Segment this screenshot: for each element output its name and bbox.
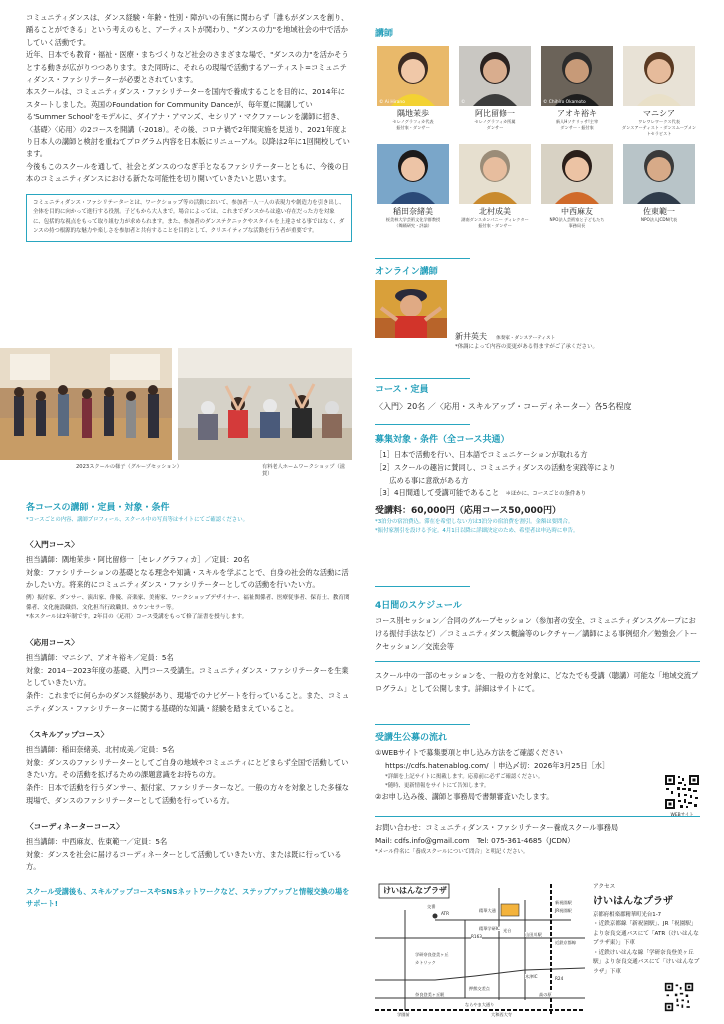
lecturer-card [375,46,451,131]
capacity-section [375,382,700,412]
map-label: 学園前 [397,1012,410,1017]
lecturer-name: マニシア [643,109,675,118]
lecturer-name: 中西麻友 [561,207,593,216]
application-note: *随時、更新情報をサイトにて告知します。 [385,782,490,789]
lecturer-photo [377,144,449,204]
fee-note: *振付家割引を設ける予定。4月1日以降に詳細決定のため、希望者は申込時に申告。 [375,528,579,535]
courses-title: 各コースの講師・定員・対象・条件 [26,503,170,513]
course-coordinator-title: 〈コーディネーターコース〉 [26,822,124,832]
map-label: 精華学研IC [479,926,500,931]
lecturer-card [621,46,697,137]
access-venue-name: けいはんなプラザ [593,896,673,907]
lecturer-role: セレノグラフィカ代表 振付家・ダンサー [392,119,434,130]
photo-caption-right: 有料老人ホームワークショップ（滋賀） [262,464,345,477]
facilitator-definition-box: コミュニティダンス・ファシリテーターとは、ワークショップ等の活動において、参加者一人一人の表現力や創造力を引き出し、全体を目的に向かって進行する役割。子どもから大人まで。場合によっては、これまでダンスからは遠い存在だった方を対象に、包括的な視点をもって取り組む力が求められます。また、参加者のダンステクニックやスタイルを上達させる事ではなく、ダンスの持つ根源的な魅力や楽しさを参加者と共有することを目的として、クリエイティブな活動を行う者が重要です。 [26,194,352,242]
application-step-1: ①WEBサイトで募集要項と申し込み方法をご確認ください [375,748,563,757]
map-title: けいはんなプラザ [383,886,447,895]
application-step-2: ②お申し込み後、講師と事務局で書類審査いたします。 [375,791,554,801]
map-label: 交番 [427,904,436,909]
access-address: 京都府相楽郡精華町光台1-7 [593,912,662,918]
divider [375,661,700,662]
schedule-title: 4日間のスケジュール [375,601,462,611]
map-label: ならやま大通り [465,1002,495,1007]
lecturer-role: NPO法人芸術家と子どもたち 事務局長 [549,217,605,228]
course-advanced-line: 担当講師：マニシア、アオキ裕キ／定員：5名 [26,653,174,663]
divider [375,378,470,379]
lecturer-name: 阿比留修一 [475,109,515,118]
intro-text [26,12,352,186]
map-label: ATR [441,911,450,916]
eligibility-item-3: ［3］4日間通して受講可能であること [375,488,500,498]
course-intro-note: *本スクールは2年制です。2年目の〈応用〉コース受講をもって修了証書を授与します。 [26,614,248,621]
eligibility-title: 募集対象・条件（全コース共通） [375,435,510,445]
lecturer-name: アオキ裕キ [557,109,597,118]
application-title: 受講生公募の流れ [375,733,448,743]
map-label: 大和西大寺 [491,1012,512,1017]
lecturer-card [621,144,697,223]
lecturer-name: 稲田奈緒美 [393,207,433,216]
lecturer-photo [459,144,531,204]
divider [375,586,470,587]
course-skillup-line: 対象：ダンスのファシリテーターとしてご自身の地域やコミュニティにとどまらず全国で活動していきたい方。その活動を拡げるための課題意識をお持ちの方。 [26,757,349,780]
eligibility-section [375,432,700,536]
access-label: アクセス [593,884,616,890]
capacity-text: 〈入門〉20名 ／〈応用・スキルアップ・コーディネーター〉各5名程度 [375,402,632,411]
course-skillup-title: 〈スキルアップコース〉 [26,730,109,740]
lecturer-role: 桜美林大学芸術文化学群教授 （舞踊研究・評論） [385,217,441,228]
map-label: 光台 [503,928,512,933]
lecturer-card [539,144,615,229]
lecturer-photo [623,144,695,204]
map-label: 学研奈良登美ヶ丘 [415,952,449,957]
course-intro-line: 担当講師：隅地茉歩・阿比留修一［セレノグラフィカ］／定員：20名 [26,555,250,564]
course-skillup-line: 担当講師：稲田奈緒美、北村成美／定員：5名 [26,745,175,755]
course-intro-title: 〈入門コース〉 [26,540,79,549]
online-title: オンライン講師 [375,267,438,277]
map-label: R163 [471,934,482,939]
eligibility-item: 広める事に意欲がある方 [375,475,469,485]
lecturer-role: 湖南ダンスカンパニー ディレクター 振付家・ダンサー [461,217,529,228]
website-qr-code-icon[interactable] [664,774,700,810]
course-coordinator-line: 対象：ダンスを社会に届けるコーディネーターとして活動していきたい方、または既に行っている方。 [26,849,342,872]
courses-closing: スクール受講後も、スキルアップコースやSNSネットワークなど、ステップアップと情報交換の場をサポート! [26,886,350,909]
online-lecturer-role: 体奏家・ダンスアーティスト [496,336,556,341]
tuition-fee: 受講料：60,000円（応用コース50,000円） [375,506,562,517]
lecturer-photo [459,46,531,106]
map-qr-code-icon[interactable] [664,982,694,1012]
divider [375,816,700,817]
intro-paragraph: 近年、日本でも教育・福祉・医療・まちづくりなど社会のさまざまな場で、"ダンスの力"を活かそうとする動きが広がりつつあります。また同時に、それらの現場で活動するアーティスト=コミュニティダンス・ファシリテーターが必要とされています。 [26,50,349,85]
map-label: 奈良登美ヶ丘駅 [415,992,445,997]
school-photos [0,348,352,477]
map-label: JR祝園駅 [555,908,572,913]
map-label: カトリック [415,960,436,965]
course-advanced-title: 〈応用コース〉 [26,638,79,648]
lecturer-photo [541,144,613,204]
application-note: *詳細を上記サイトに掲載します。応募前に必ずご確認ください。 [385,773,544,780]
course-skillup-line: 条件：日本で活動を行うダンサー、振付家、ファシリテーターなど。一般の方々を対象とした多様な現場で、ダンスのファシリテーターとして活動を行っている方。 [26,782,349,805]
map-label: 押熊交差点 [469,986,490,991]
online-lecturer-section [375,264,700,350]
lecturer-card [539,46,615,131]
intro-paragraph: コミュニティダンスは、ダンス経験・年齢・性別・障がいの有無に関わらず「誰もがダンスを創り、踊ることができる」という考えのもと、アーティストが関わり、"ダンスの力"を地域社会の中で活かしていく活動です。 [26,13,349,47]
photo-credit: © Ai Hirano [379,100,405,105]
lecturer-role: NPO法人JCDN代表 [640,217,678,222]
lecturer-role: 新人Hソケリッサ!主宰 ダンサー・振付家 [555,119,599,130]
application-url[interactable]: https://cdfs.hatenablog.com/ [385,760,489,770]
divider [375,724,470,725]
access-map [375,880,585,1020]
courses-section [26,500,352,911]
contact-mail-tel[interactable]: Mail: cdfs.info@gmail.com Tel: 075-361-4685（JCDN） [375,835,575,845]
online-lecturer-name: 新井英夫 [455,332,487,341]
lecturer-card [375,144,451,229]
map-label: 新祝園駅 [555,900,572,905]
lecturer-name: 佐東範一 [643,207,675,216]
map-label: 近鉄京都線 [555,940,576,945]
lecturers-title: 講師 [375,29,394,39]
lecturer-role: セレノグラフィカ所属 ダンサー [474,119,516,130]
schedule-text: コース別セッション／合同のグループセッション（参加者の安全、コミュニティダンスグループにおける振付手法など）／コミュニティダンス概論等のレクチャー／講師による事例紹介／勉強会／トークセッション／交流会等 [375,616,698,651]
eligibility-item [375,487,700,501]
intro-paragraph: 本スクールは、コミュニティダンス・ファシリテーターを国内で養成することを目的に、2014年にスタートしました。英国のFoundation for Community Danceが、毎年夏に開講している'Summer School'をモデルに、ダイアナ・アマンズ、セシリア・マクファーレンを講師に招き、〈基礎〉〈応用〉の2コースを開講（-2018）。その後、コロナ禍で2年間実施を見送り、2021年度より日本人の講師と検討を重ねてプログラム内容を日本版にリニューアル。以降は2年に1回開校しています。 [26,87,350,159]
divider [375,424,470,425]
capacity-title: コース・定員 [375,385,429,395]
schedule-section [375,598,700,696]
application-url-line [375,760,700,773]
left-column [26,12,352,242]
photo-credit: © Chihiro Okamoto [543,100,586,105]
access-info [593,882,701,978]
map-label: 高の原 [539,992,552,997]
divider [375,258,470,259]
lecturer-photo [377,46,449,106]
courses-note: *コースごとの内容、講師プロフィール、スクール中の写真等はサイトにてご確認ください。 [26,517,248,523]
course-intro-example: 例）振付家、ダンサー、演出家、俳優、音楽家、美術家、ワークショップデザイナー、福祉関係者、医療従事者、保育士、教育関係者、文化施設職員、文化担当行政職員、カウンセラー等。 [26,594,350,611]
access-directions: ・近鉄京都線「新祝園駅」、JR「祝園駅」より奈良交通バスにて「ATR（けいはんなプラザ東）」下車 ・近鉄けいはんな線「学研奈良登美ヶ丘駅」より奈良交通バスにて「けいはんなプラザ」下車 [593,921,700,975]
map-label: 精華大通 [479,908,496,913]
lecturer-card [457,144,533,229]
eligibility-item: ［1］日本で活動を行い、日本語でコミュニケーションが取れる方 [375,450,588,459]
lecturer-role: ワレワレワークス代表 ダンスアーティスト・ダンスムーブメントセラピスト [621,119,697,136]
contact-note: *メール件名に「養成スクールについて問合」と明記ください。 [375,848,529,855]
online-lecturer-note: *体調によって内容の変更がある得ますがご了承ください。 [455,344,598,350]
course-coordinator-line: 担当講師：中西麻友、佐東範一／定員：5名 [26,837,168,847]
application-section [375,730,700,803]
contact-section [375,822,700,857]
map-label: 木津IC [525,974,538,979]
fee-note: *3泊分の宿泊費込。滞在を希望しない方は3泊分の宿泊費を割引。金額は要問合。 [375,519,574,526]
online-lecturer-photo [375,280,447,338]
course-advanced-line: 条件：これまでに何らかのダンス経験があり、現場でのナビゲートを行っていること。また、コミュニティダンス・ファシリテーターに関する基礎的な知識・経験を踏まえていること。 [26,690,350,713]
lecturer-photo [623,46,695,106]
nursing-home-workshop-photo [178,348,352,460]
lecturer-name: 隅地茉歩 [397,109,429,118]
application-deadline: ｜申込〆切：2026年3月25日［水］ [490,760,610,770]
website-qr-label [664,812,700,818]
eligibility-item-3-note: ＊ほかに、コースごとの条件あり [505,491,587,498]
course-advanced-line: 対象：2014－2023年度の基礎、入門コース受講生。コミュニティダンス・ファシリテーターを生業としていきたい方。 [26,665,349,688]
lecturer-name: 北村成美 [479,207,511,216]
contact-line: お問い合わせ：コミュニティダンス・ファシリテーター養成スクール事務局 [375,823,619,832]
photo-caption-left: 2023スクールの様子（グループセッション） [76,464,182,470]
intro-paragraph: 今後もこのスクールを通して、社会とダンスのつなぎ手となるファシリテーターとともに、今後の日本のコミュニティダンスにおける新たな可能性を切り開いていきたいと思います。 [26,161,349,184]
lecturer-photo [541,46,613,106]
eligibility-item: ［2］スクールの趣旨に賛同し、コミュニティダンスの活動を実践等により [375,462,616,472]
schedule-public-program: スクール中の一部のセッションを、一般の方を対象に、どなたでも受講（聴講）可能な「地域交流プログラム」として公開します。詳細はサイトにて。 [375,671,699,694]
lecturer-card [457,46,533,131]
group-session-photo [0,348,172,460]
photo-credit: © [461,100,466,105]
online-lecturer-info [455,324,700,352]
map-label: R24 [555,976,564,981]
map-label: 山田川駅 [525,932,542,937]
course-intro-line: 対象：ファシリテーションの基礎となる理念や知識・スキルを学ぶことで、自身の社会的な活動に活かしたい方。将来的にコミュニティダンス・ファシリテーターとしての活動を行いたい方。 [26,567,349,590]
